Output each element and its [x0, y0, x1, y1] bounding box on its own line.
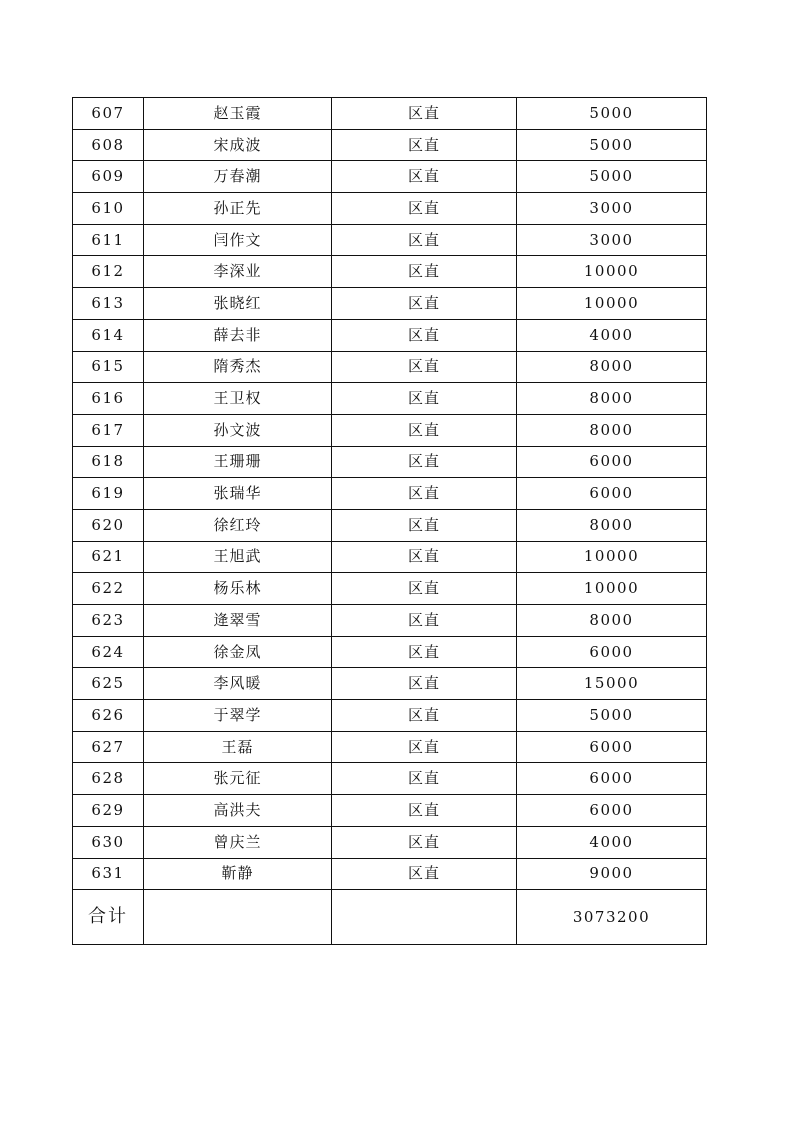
- unit-name: 区直: [332, 636, 517, 668]
- person-name: 李风暖: [144, 668, 332, 700]
- unit-name: 区直: [332, 509, 517, 541]
- total-unit-cell: [332, 890, 517, 945]
- amount-value: 10000: [517, 541, 707, 573]
- person-name: 薛去非: [144, 319, 332, 351]
- table-row: [73, 319, 707, 351]
- person-name: 隋秀杰: [144, 351, 332, 383]
- amount-value: 5000: [517, 98, 707, 130]
- amount-value: 6000: [517, 795, 707, 827]
- table-row: [73, 446, 707, 478]
- unit-name: 区直: [332, 668, 517, 700]
- person-name: 赵玉霞: [144, 98, 332, 130]
- table-row: [73, 383, 707, 415]
- unit-name: 区直: [332, 605, 517, 637]
- person-name: 张晓红: [144, 288, 332, 320]
- unit-name: 区直: [332, 319, 517, 351]
- unit-name: 区直: [332, 414, 517, 446]
- row-number: 620: [73, 509, 144, 541]
- person-name: 靳静: [144, 858, 332, 890]
- amount-value: 6000: [517, 446, 707, 478]
- row-number: 621: [73, 541, 144, 573]
- table-row: [73, 605, 707, 637]
- person-name: 于翠学: [144, 700, 332, 732]
- row-number: 618: [73, 446, 144, 478]
- person-name: 张瑞华: [144, 478, 332, 510]
- amount-value: 10000: [517, 288, 707, 320]
- amount-value: 5000: [517, 161, 707, 193]
- unit-name: 区直: [332, 858, 517, 890]
- row-number: 615: [73, 351, 144, 383]
- amount-value: 6000: [517, 636, 707, 668]
- row-number: 613: [73, 288, 144, 320]
- roster-table: [72, 97, 707, 945]
- total-row: [73, 890, 707, 945]
- person-name: 闫作文: [144, 224, 332, 256]
- table-row: [73, 700, 707, 732]
- amount-value: 8000: [517, 605, 707, 637]
- table-row: [73, 826, 707, 858]
- table-row: [73, 763, 707, 795]
- total-name-cell: [144, 890, 332, 945]
- amount-value: 10000: [517, 256, 707, 288]
- amount-value: 4000: [517, 826, 707, 858]
- person-name: 孙正先: [144, 193, 332, 225]
- unit-name: 区直: [332, 383, 517, 415]
- unit-name: 区直: [332, 351, 517, 383]
- amount-value: 6000: [517, 763, 707, 795]
- table-row: [73, 98, 707, 130]
- amount-value: 8000: [517, 509, 707, 541]
- table-row: [73, 731, 707, 763]
- unit-name: 区直: [332, 193, 517, 225]
- table-row: [73, 351, 707, 383]
- unit-name: 区直: [332, 288, 517, 320]
- unit-name: 区直: [332, 224, 517, 256]
- person-name: 徐红玲: [144, 509, 332, 541]
- amount-value: 8000: [517, 414, 707, 446]
- person-name: 孙文波: [144, 414, 332, 446]
- table-row: [73, 288, 707, 320]
- person-name: 高洪夫: [144, 795, 332, 827]
- row-number: 625: [73, 668, 144, 700]
- amount-value: 6000: [517, 731, 707, 763]
- amount-value: 8000: [517, 351, 707, 383]
- row-number: 607: [73, 98, 144, 130]
- table-row: [73, 129, 707, 161]
- person-name: 杨乐林: [144, 573, 332, 605]
- unit-name: 区直: [332, 98, 517, 130]
- table-row: [73, 509, 707, 541]
- row-number: 614: [73, 319, 144, 351]
- table-row: [73, 858, 707, 890]
- amount-value: 3000: [517, 193, 707, 225]
- roster-body: [73, 98, 707, 945]
- unit-name: 区直: [332, 541, 517, 573]
- table-row: [73, 256, 707, 288]
- row-number: 609: [73, 161, 144, 193]
- amount-value: 6000: [517, 478, 707, 510]
- row-number: 608: [73, 129, 144, 161]
- row-number: 610: [73, 193, 144, 225]
- person-name: 逄翠雪: [144, 605, 332, 637]
- person-name: 王珊珊: [144, 446, 332, 478]
- row-number: 626: [73, 700, 144, 732]
- person-name: 王旭武: [144, 541, 332, 573]
- person-name: 宋成波: [144, 129, 332, 161]
- amount-value: 4000: [517, 319, 707, 351]
- row-number: 619: [73, 478, 144, 510]
- row-number: 628: [73, 763, 144, 795]
- person-name: 李深业: [144, 256, 332, 288]
- row-number: 624: [73, 636, 144, 668]
- amount-value: 5000: [517, 129, 707, 161]
- table-row: [73, 414, 707, 446]
- amount-value: 9000: [517, 858, 707, 890]
- person-name: 王磊: [144, 731, 332, 763]
- unit-name: 区直: [332, 256, 517, 288]
- row-number: 616: [73, 383, 144, 415]
- amount-value: 5000: [517, 700, 707, 732]
- total-amount: 3073200: [517, 890, 707, 945]
- person-name: 王卫权: [144, 383, 332, 415]
- unit-name: 区直: [332, 826, 517, 858]
- row-number: 630: [73, 826, 144, 858]
- row-number: 629: [73, 795, 144, 827]
- row-number: 627: [73, 731, 144, 763]
- table-row: [73, 478, 707, 510]
- table-row: [73, 224, 707, 256]
- person-name: 张元征: [144, 763, 332, 795]
- table-row: [73, 573, 707, 605]
- row-number: 617: [73, 414, 144, 446]
- person-name: 万春潮: [144, 161, 332, 193]
- table-row: [73, 668, 707, 700]
- total-label: 合计: [73, 890, 144, 945]
- row-number: 623: [73, 605, 144, 637]
- unit-name: 区直: [332, 573, 517, 605]
- table-row: [73, 161, 707, 193]
- unit-name: 区直: [332, 161, 517, 193]
- person-name: 徐金凤: [144, 636, 332, 668]
- row-number: 622: [73, 573, 144, 605]
- person-name: 曾庆兰: [144, 826, 332, 858]
- amount-value: 10000: [517, 573, 707, 605]
- amount-value: 15000: [517, 668, 707, 700]
- unit-name: 区直: [332, 763, 517, 795]
- unit-name: 区直: [332, 446, 517, 478]
- amount-value: 8000: [517, 383, 707, 415]
- unit-name: 区直: [332, 795, 517, 827]
- row-number: 611: [73, 224, 144, 256]
- table-row: [73, 636, 707, 668]
- row-number: 631: [73, 858, 144, 890]
- unit-name: 区直: [332, 700, 517, 732]
- row-number: 612: [73, 256, 144, 288]
- table-row: [73, 541, 707, 573]
- table-row: [73, 193, 707, 225]
- table-row: [73, 795, 707, 827]
- unit-name: 区直: [332, 731, 517, 763]
- unit-name: 区直: [332, 129, 517, 161]
- amount-value: 3000: [517, 224, 707, 256]
- unit-name: 区直: [332, 478, 517, 510]
